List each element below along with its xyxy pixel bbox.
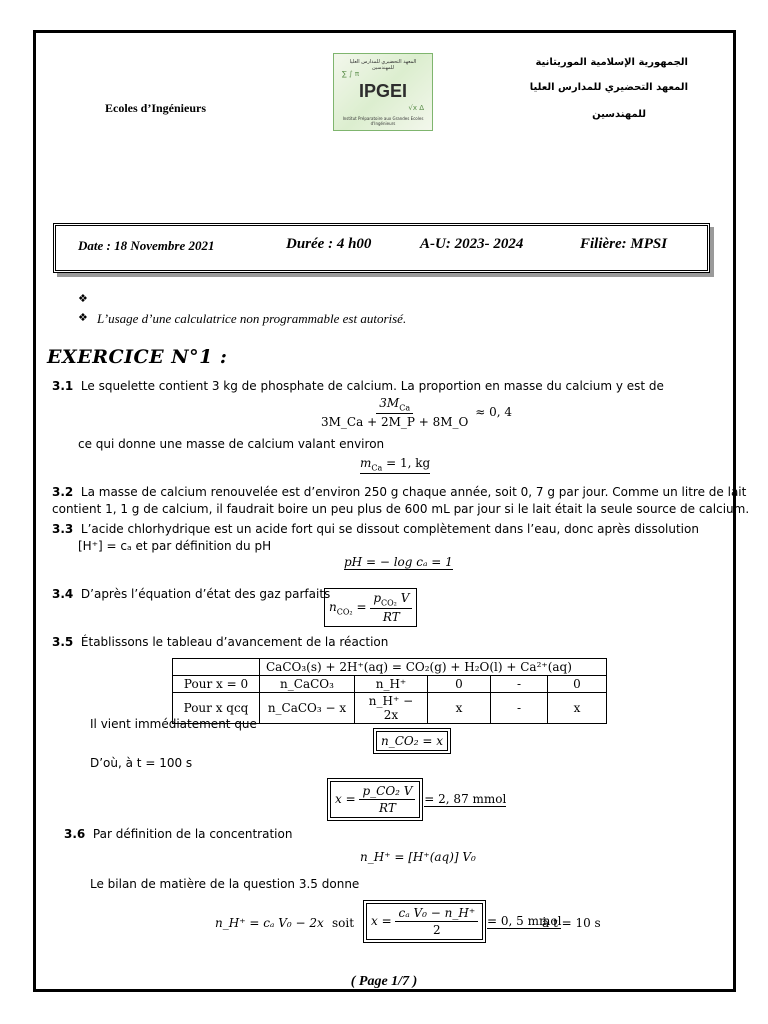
fraction [359, 784, 415, 815]
question-3-3 [52, 521, 699, 538]
fraction-denominator: 3M_Ca + 2M_P + 8M_O [321, 415, 469, 430]
question-number: 3.1 [52, 379, 74, 393]
fraction-denominator: RT [382, 610, 400, 625]
table-cell: - [491, 676, 548, 693]
result-value: = 0, 5 mmol [487, 914, 562, 928]
question-3-2 [52, 484, 746, 501]
table-cell: x [428, 693, 491, 724]
question-text-continued: ce qui donne une masse de calcium valant environ [78, 437, 385, 451]
exercise-title: EXERCICE N°1 : [47, 346, 228, 368]
question-text: La masse de calcium renouvelée est d’environ 250 g chaque année, soit 0, 7 g par jour. Comme un litre de lait [80, 485, 747, 499]
logo-deco-formula-2: √x Δ [408, 104, 424, 112]
table-row [173, 659, 607, 676]
fraction [395, 906, 478, 937]
question-text: L’acide chlorhydrique est un acide fort qui se dissout complètement dans l’eau, donc après dissolution [80, 522, 699, 536]
academic-year: A-U: 2023- 2024 [420, 236, 524, 252]
fraction [370, 591, 412, 624]
table-row [173, 676, 607, 693]
table-cell: 0 [548, 676, 607, 693]
progress-result [330, 781, 506, 818]
table-cell: 0 [428, 676, 491, 693]
exam-info-box [53, 223, 710, 273]
school-title: Ecoles d’Ingénieurs [105, 101, 207, 115]
question-3-1 [52, 378, 664, 395]
question-text: D’après l’équation d’état des gaz parfaits [80, 587, 331, 601]
question-number: 3.5 [52, 635, 74, 649]
table-cell: n_CaCO₃ [260, 676, 355, 693]
question-number: 3.3 [52, 522, 74, 536]
logo-deco-formula: ∑ ∫ π [342, 70, 360, 78]
fraction-denominator: 2 [433, 923, 441, 937]
bullet-icon: ❖ [78, 311, 88, 324]
reaction-progress-table [172, 658, 607, 724]
table-cell: Pour x qcq [173, 693, 260, 724]
time-condition: à t = 10 s [542, 916, 601, 930]
program: Filière: MPSI [580, 236, 668, 252]
table-cell: x [548, 693, 607, 724]
question-number: 3.6 [64, 827, 86, 841]
table-cell: n_CaCO₃ − x [260, 693, 355, 724]
calculator-note: L’usage d’une calculatrice non programmable est autorisé. [97, 311, 407, 326]
ipgei-logo [333, 53, 433, 131]
exam-duration: Durée : 4 h00 [286, 236, 372, 252]
question-text-line: Le bilan de matière de la question 3.5 donne [90, 877, 360, 891]
question-text: Par définition de la concentration [92, 827, 293, 841]
question-text-line: D’où, à t = 100 s [90, 756, 193, 770]
exam-date: Date : 18 Novembre 2021 [78, 238, 215, 253]
final-result [366, 903, 561, 940]
logo-footer: Institut Préparatoire aux Grandes Ecoles d'Ingénieurs [342, 116, 424, 126]
question-number: 3.4 [52, 587, 74, 601]
question-3-6 [64, 826, 292, 843]
question-text-line: contient 1, 1 g de calcium, il faudrait boire un peu plus de 600 mL par jour si le lait était la seule source de calcium. [52, 502, 750, 516]
table-cell: n_H⁺ − 2x [355, 693, 428, 724]
arabic-line-2: المعهد التحضيري للمدارس العليا [529, 82, 688, 93]
question-3-4 [52, 586, 330, 603]
table-cell: Pour x = 0 [173, 676, 260, 693]
boxed-formula: x = $\frac{\text{p\_CO₂ V}}{RT}$ [330, 781, 420, 818]
logo-text: IPGEI [358, 81, 407, 101]
question-text-line: Il vient immédiatement que [90, 717, 257, 731]
arabic-line-3: للمهندسين [592, 109, 646, 120]
calcium-mass-fraction [318, 396, 512, 429]
fraction-numerator: cₐ V₀ − n_H⁺ [395, 906, 478, 922]
reaction-equation: CaCO₃(s) + 2H⁺(aq) = CO₂(g) + H₂O(l) + Ca²⁺(aq) [260, 659, 607, 676]
fraction [318, 396, 471, 429]
question-text: Établissons le tableau d’avancement de la réaction [80, 635, 389, 649]
approx-value: ≈ 0, 4 [475, 405, 512, 420]
arabic-line-1: الجمهورية الإسلامية الموريتانية [535, 57, 688, 68]
co2-amount-result: n_CO₂ = x [376, 731, 448, 751]
logo-tagline: المعهد التحضيري للمدارس العليا للمهندسين [349, 59, 417, 71]
question-number: 3.2 [52, 485, 74, 499]
fraction-numerator: $p_{CO_2}$ V [370, 591, 412, 609]
soit-word: soit [332, 916, 355, 930]
table-cell [173, 659, 260, 676]
concentration-formula: n_H⁺ = [H⁺(aq)] V₀ [360, 850, 476, 864]
question-text: Le squelette contient 3 kg de phosphate de calcium. La proportion en masse du calcium y est de [80, 379, 664, 393]
fraction-denominator: RT [379, 801, 396, 815]
question-3-5 [52, 634, 388, 651]
matter-balance: n_H⁺ = cₐ V₀ − 2x [215, 916, 324, 930]
table-cell: - [491, 693, 548, 724]
result-value: = 2, 87 mmol [424, 792, 507, 806]
ph-formula: pH = − log cₐ = 1 [344, 555, 453, 569]
page-number: ( Page 1/7 ) [350, 974, 418, 989]
question-text-line: [H⁺] = cₐ et par définition du pH [78, 539, 272, 553]
fraction-numerator: $3M_{Ca}$ [376, 396, 413, 414]
table-cell: n_H⁺ [355, 676, 428, 693]
fraction-numerator: p_CO₂ V [359, 784, 415, 800]
calcium-mass-result: $m_{Ca} = 1$, kg [360, 456, 431, 473]
ideal-gas-formula: $n_{CO_2}$ = $\frac{p_{CO_2} V}{RT}$ [324, 588, 417, 627]
boxed-formula: x = $\frac{\text{cₐ V₀ − n\_H⁺}}{2}$ [366, 903, 483, 940]
bullet-icon: ❖ [78, 292, 88, 305]
